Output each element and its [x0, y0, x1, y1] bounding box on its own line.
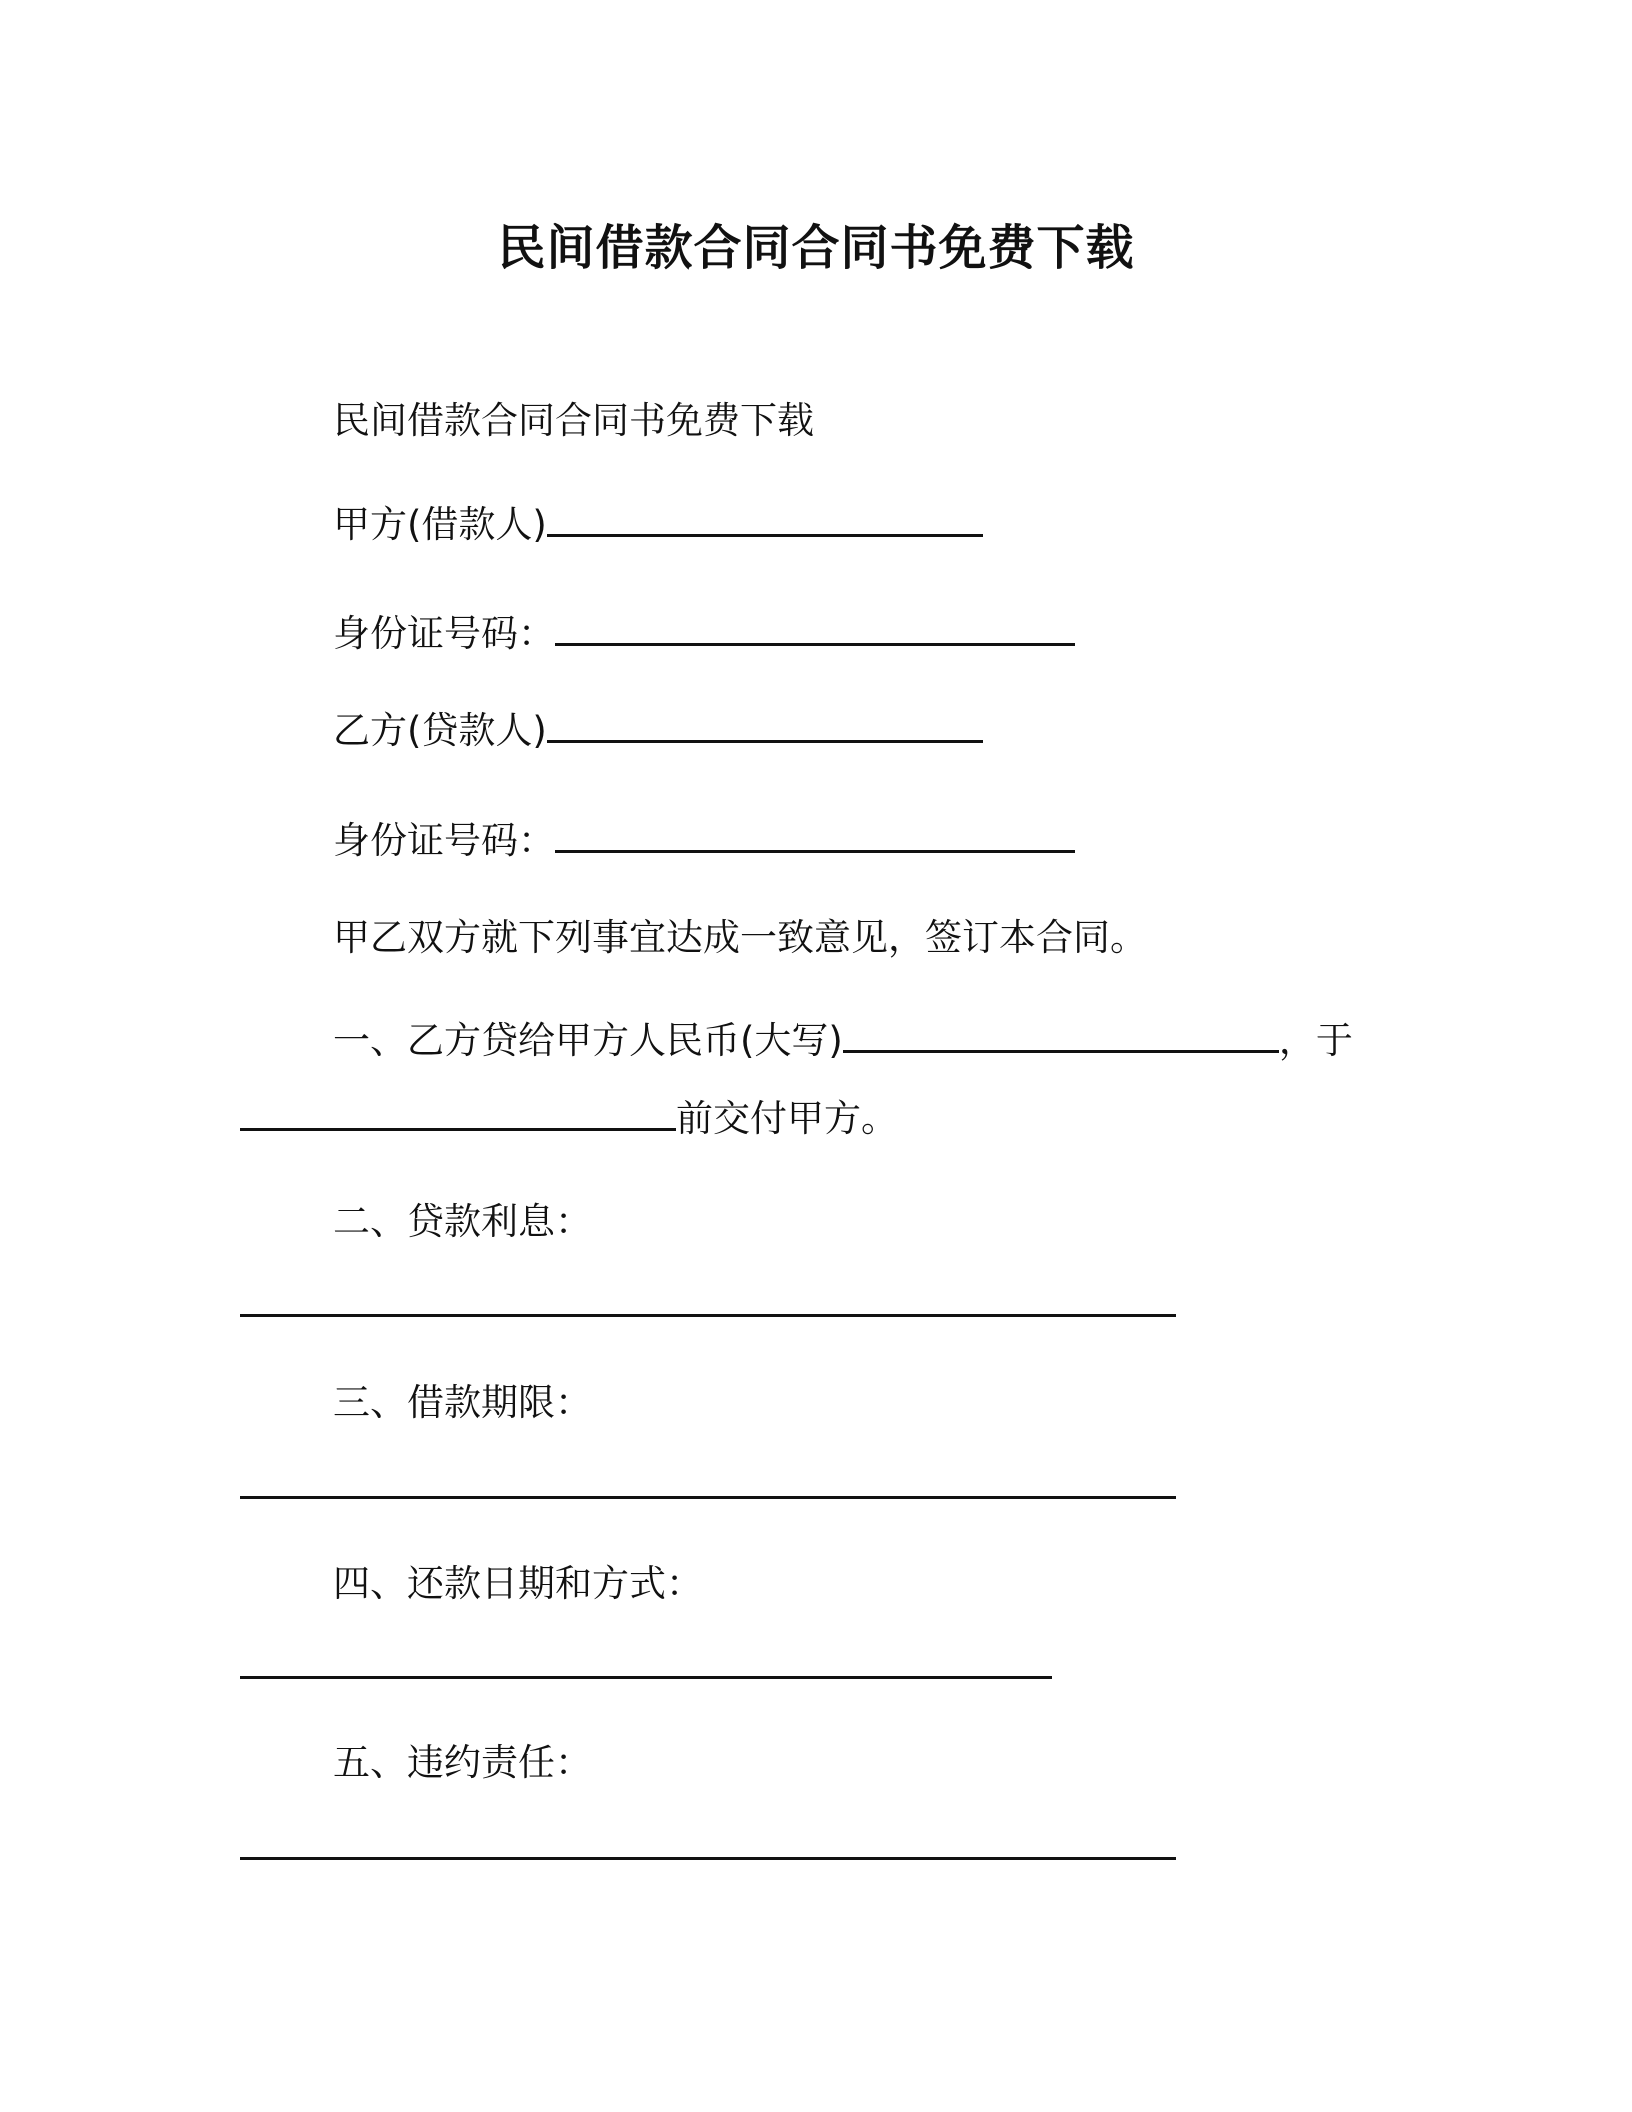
clause-1-continuation	[240, 1094, 898, 1144]
clause-1-amount-blank	[843, 1016, 1279, 1053]
clause-2-label: 二、贷款利息：	[333, 1200, 592, 1243]
party-a-id-label: 身份证号码：	[333, 612, 555, 655]
clause-1-text: 一、乙方贷给甲方人民币(大写)	[333, 1019, 843, 1062]
clause-3-label: 三、借款期限：	[333, 1381, 592, 1424]
party-b-id-blank	[555, 816, 1075, 853]
clause-5-fill-row	[240, 1823, 1176, 1873]
clause-4-label: 四、还款日期和方式：	[333, 1562, 703, 1605]
party-b-row	[333, 706, 983, 756]
clause-3-fill-row	[240, 1462, 1176, 1512]
clause-5-blank	[240, 1823, 1176, 1860]
party-b-id-label: 身份证号码：	[333, 819, 555, 862]
party-b-label: 乙方(贷款人)	[333, 709, 547, 752]
party-a-row	[333, 500, 983, 550]
clause-2-fill-row	[240, 1280, 1176, 1330]
party-a-id-blank	[555, 609, 1075, 646]
party-a-blank	[547, 500, 983, 537]
agreement-statement: 甲乙双方就下列事宜达成一致意见，签订本合同。	[333, 916, 1147, 959]
clause-1-row	[333, 1016, 1353, 1066]
party-b-blank	[547, 706, 983, 743]
clause-4-fill-row	[240, 1642, 1052, 1692]
document-title: 民间借款合同合同书免费下载	[497, 220, 1135, 276]
document-subtitle: 民间借款合同合同书免费下载	[333, 399, 814, 442]
party-b-id-row	[333, 816, 1075, 866]
clause-4-blank	[240, 1642, 1052, 1679]
clause-2-blank	[240, 1280, 1176, 1317]
clause-1-date-blank	[240, 1094, 676, 1131]
clause-3-blank	[240, 1462, 1176, 1499]
clause-1-conjunction: ，于	[1278, 1019, 1353, 1062]
party-a-label: 甲方(借款人)	[333, 503, 547, 546]
party-a-id-row	[333, 609, 1075, 659]
clause-5-label: 五、违约责任：	[333, 1741, 592, 1784]
clause-1-delivery-text: 前交付甲方。	[676, 1097, 898, 1140]
